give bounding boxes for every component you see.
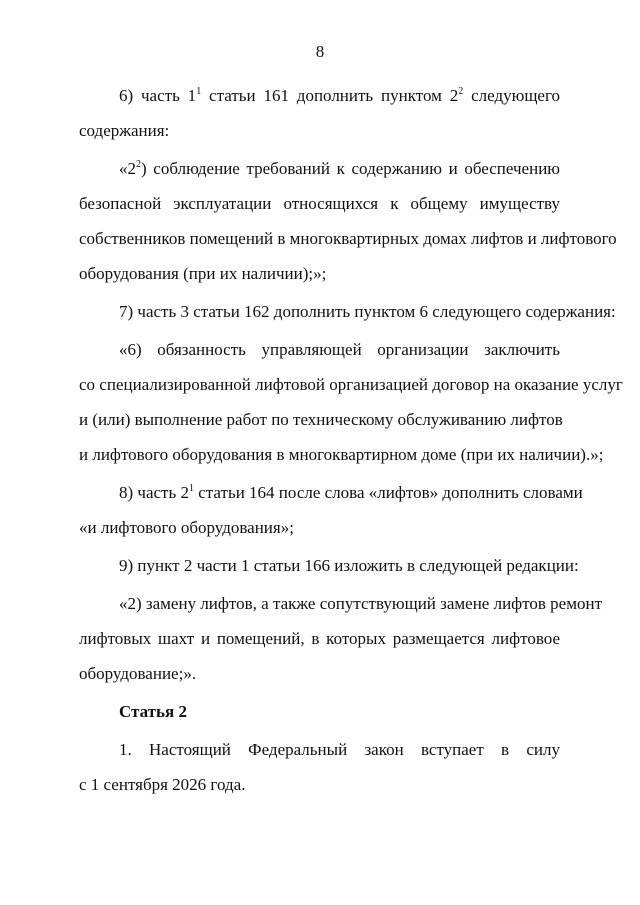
text-fragment: «2: [119, 159, 136, 178]
quote-2-2-line-2: безопасной эксплуатации относящихся к общему имуществу: [79, 194, 560, 213]
item-7-line: 7) часть 3 статьи 162 дополнить пунктом 6 следующего содержания:: [119, 302, 616, 321]
item-8-line-2: «и лифтового оборудования»;: [79, 518, 294, 537]
quote-2-2-line-4: оборудования (при их наличии);»;: [79, 264, 327, 283]
superscript: 1: [196, 86, 202, 97]
article-2-clause-1-line-2: с 1 сентября 2026 года.: [79, 775, 246, 794]
item-6-line-1: [79, 78, 560, 113]
superscript: 2: [136, 159, 141, 170]
quote-6-line-2: со специализированной лифтовой организацией договор на оказание услуг: [79, 375, 623, 394]
quote-6-line-3: и (или) выполнение работ по техническому обслуживанию лифтов: [79, 410, 563, 429]
superscript: 2: [458, 86, 464, 97]
item-6-line-2: содержания:: [79, 121, 170, 140]
quote-2-2-line-3: собственников помещений в многоквартирных домах лифтов и лифтового: [79, 229, 617, 248]
text-fragment: статьи 161 дополнить пунктом 2: [201, 86, 459, 105]
quote-6-line-4: и лифтового оборудования в многоквартирном доме (при их наличии).»;: [79, 445, 604, 464]
text-fragment: ) соблюдение требований к содержанию и обеспечению: [141, 159, 560, 178]
superscript: 1: [188, 483, 194, 494]
quote-6-line-1: «6) обязанность управляющей организации заключить: [119, 340, 560, 359]
quote-2-2-line-1: [79, 151, 560, 186]
quote-2-line-2: лифтовых шахт и помещений, в которых размещается лифтовое: [79, 629, 560, 648]
article-2-heading: Статья 2: [119, 702, 187, 721]
text-fragment: 6) часть 1: [119, 86, 197, 105]
quote-2-line-3: оборудование;».: [79, 664, 197, 683]
article-2-clause-1-line-1: 1. Настоящий Федеральный закон вступает в силу: [119, 740, 560, 759]
text-fragment: следующего: [463, 86, 560, 105]
item-8-line-1: [79, 475, 583, 510]
text-fragment: 8) часть 2: [119, 483, 189, 502]
item-9-line: 9) пункт 2 части 1 статьи 166 изложить в следующей редакции:: [119, 556, 579, 575]
quote-2-line-1: «2) замену лифтов, а также сопутствующий замене лифтов ремонт: [119, 594, 603, 613]
text-fragment: статьи 164 после слова «лифтов» дополнить словами: [193, 483, 583, 502]
document-body: [79, 78, 623, 802]
page-number: 8: [315, 42, 325, 61]
